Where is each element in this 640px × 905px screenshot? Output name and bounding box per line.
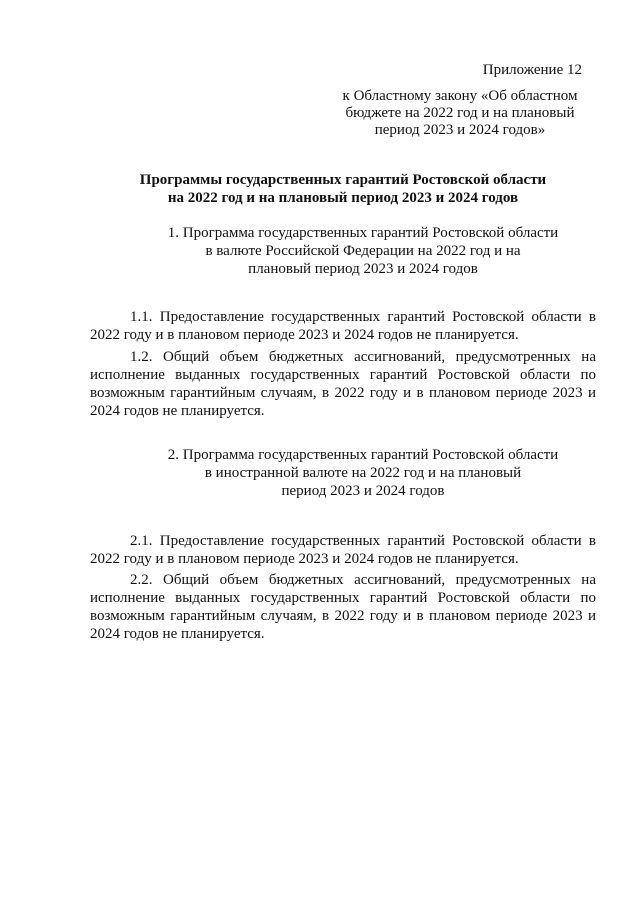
paragraph-2-1: 2.1. Предоставление государственных гарантий Ростовской области в 2022 году и в плановом периоде 2023 и 2024 годов не планируется. bbox=[90, 533, 596, 567]
annex-number: Приложение 12 bbox=[482, 62, 582, 78]
document-title bbox=[90, 171, 596, 207]
section-1-title-line-3: плановый период 2023 и 2024 годов bbox=[248, 261, 478, 277]
section-2-title bbox=[110, 446, 616, 500]
section-2-title-line-3: период 2023 и 2024 годов bbox=[281, 483, 445, 499]
title-line-2: на 2022 год и на плановый период 2023 и 2024 годов bbox=[167, 190, 519, 206]
annex-header bbox=[330, 62, 590, 139]
paragraph-2-2: 2.2. Общий объем бюджетных ассигнований, предусмотренных на исполнение выданных государственных гарантий Ростовской области по возможным гарантийным случаям, в 2022 году и в плановом периоде 2023 и 2024 годов не планируется. bbox=[90, 572, 596, 642]
section-2-title-line-1: 2. Программа государственных гарантий Ростовской области bbox=[167, 447, 559, 463]
title-line-1: Программы государственных гарантий Ростовской области bbox=[139, 172, 547, 188]
annex-line-2: бюджете на 2022 год и на плановый bbox=[345, 105, 575, 121]
paragraph-1-1: 1.1. Предоставление государственных гарантий Ростовской области в 2022 году и в плановом периоде 2023 и 2024 годов не планируется. bbox=[90, 309, 596, 343]
annex-line-3: период 2023 и 2024 годов» bbox=[374, 122, 546, 138]
annex-line-1: к Областному закону «Об областном bbox=[342, 88, 578, 104]
paragraph-1-2: 1.2. Общий объем бюджетных ассигнований, предусмотренных на исполнение выданных государственных гарантий Ростовской области по возможным гарантийным случаям, в 2022 году и в плановом периоде 2023 и 2024 годов не планируется. bbox=[90, 349, 596, 419]
section-1-title-line-1: 1. Программа государственных гарантий Ростовской области bbox=[167, 225, 559, 241]
section-1-title-line-2: в валюте Российской Федерации на 2022 год и на bbox=[205, 243, 521, 259]
section-2-title-line-2: в иностранной валюте на 2022 год и на плановый bbox=[204, 465, 522, 481]
section-1-title bbox=[110, 224, 616, 278]
